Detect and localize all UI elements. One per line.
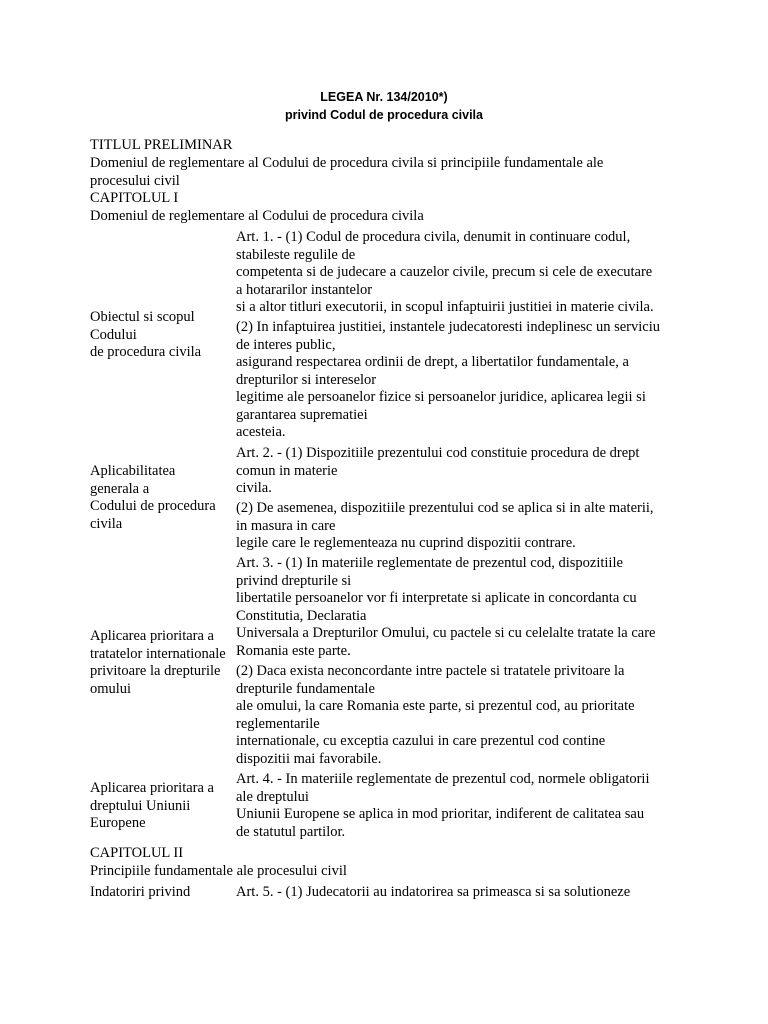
text-line: legile care le reglementeaza nu cuprind dispozitii contrare. <box>236 535 576 551</box>
label-line: Aplicarea prioritara a <box>90 628 214 644</box>
text-line: reglementarile <box>236 715 320 732</box>
text-line: drepturile fundamentale <box>236 680 375 697</box>
label-line: dreptului Uniunii <box>90 797 191 814</box>
article-2-paragraph-2 <box>236 500 684 553</box>
text-line: internationale, cu exceptia cazului in care prezentul cod contine <box>236 733 606 749</box>
text-line: Domeniul de reglementare al Codului de procedura civila si principiile fundamentale ale <box>90 155 604 171</box>
text-line: privind drepturile si <box>236 572 352 589</box>
text-line: civila. <box>236 480 272 496</box>
chapter-2-description: Principiile fundamentale ale procesului civil <box>90 863 347 879</box>
text-line: Art. 4. - In materiile reglementate de prezentul cod, normele obligatorii <box>236 771 650 787</box>
text-line: Romania este parte. <box>236 642 351 659</box>
text-line: libertatile persoanelor vor fi interpretate si aplicate in concordanta cu <box>236 590 637 606</box>
text-line: drepturilor si intereselor <box>236 371 377 388</box>
text-line: stabileste regulile de <box>236 246 356 263</box>
margin-label-art3 <box>90 628 236 698</box>
label-line: Aplicabilitatea <box>90 463 176 479</box>
text-line: asigurand respectarea ordinii de drept, a libertatilor fundamentale, a <box>236 354 629 370</box>
margin-label-art1 <box>90 309 236 362</box>
label-line: privitoare la drepturile <box>90 663 221 679</box>
title-preliminary-heading: TITLUL PRELIMINAR <box>90 137 233 153</box>
text-line: legitime ale persoanelor fizice si persoanelor juridice, aplicarea legii si <box>236 389 646 405</box>
text-line: Art. 2. - (1) Dispozitiile prezentului cod constituie procedura de drept <box>236 445 640 461</box>
text-line: dispozitii mai favorabile. <box>236 750 382 767</box>
text-line: ale omului, la care Romania este parte, si prezentul cod, au prioritate <box>236 698 635 714</box>
label-line: civila <box>90 515 123 532</box>
label-line: Europene <box>90 815 146 831</box>
text-line: Art. 1. - (1) Codul de procedura civila, denumit in continuare codul, <box>236 229 631 245</box>
title-preliminary-description <box>90 155 690 190</box>
article-4 <box>236 771 684 841</box>
text-line: in masura in care <box>236 517 336 534</box>
margin-label-art5 <box>90 884 236 902</box>
text-line: comun in materie <box>236 462 338 479</box>
text-line: garantarea suprematiei <box>236 406 368 423</box>
text-line: a hotararilor instantelor <box>236 281 373 298</box>
law-title: LEGEA Nr. 134/2010*) <box>320 90 448 104</box>
label-line: Obiectul si scopul <box>90 309 195 325</box>
label-line: Codului de procedura <box>90 498 216 514</box>
text-line: competenta si de judecare a cauzelor civile, precum si cele de executare <box>236 264 653 280</box>
text-line: Art. 5. - (1) Judecatorii au indatorirea sa primeasca si sa solutioneze <box>236 884 631 900</box>
chapter-1-heading: CAPITOLUL I <box>90 190 179 206</box>
article-3-paragraph-2 <box>236 663 684 768</box>
text-line: (2) De asemenea, dispozitiile prezentului cod se aplica si in alte materii, <box>236 500 654 516</box>
article-3-paragraph-1 <box>236 555 684 660</box>
text-line: Constitutia, Declaratia <box>236 607 367 624</box>
text-line: Universala a Drepturilor Omului, cu pactele si cu celelalte tratate la care <box>236 625 656 641</box>
label-line: omului <box>90 680 132 697</box>
text-line: (2) In infaptuirea justitiei, instantele judecatoresti indeplinesc un serviciu <box>236 319 660 335</box>
text-line: de statutul partilor. <box>236 823 346 840</box>
text-line: procesului civil <box>90 172 180 189</box>
text-line: (2) Daca exista neconcordante intre pactele si tratatele privitoare la <box>236 663 625 679</box>
margin-label-art2 <box>90 463 236 533</box>
chapter-1-description: Domeniul de reglementare al Codului de procedura civila <box>90 208 424 224</box>
margin-label-art4 <box>90 780 236 833</box>
text-line: Uniunii Europene se aplica in mod prioritar, indiferent de calitatea sau <box>236 806 645 822</box>
label-line: Aplicarea prioritara a <box>90 780 214 796</box>
text-line: Art. 3. - (1) In materiile reglementate de prezentul cod, dispozitiile <box>236 555 623 571</box>
text-line: si a altor titluri executorii, in scopul infaptuirii justitiei in materie civila. <box>236 299 654 315</box>
text-line: de interes public, <box>236 336 336 353</box>
law-subtitle: privind Codul de procedura civila <box>285 108 483 122</box>
label-line: Codului <box>90 326 137 343</box>
label-line: de procedura civila <box>90 344 202 360</box>
article-2-paragraph-1 <box>236 445 684 498</box>
label-line: generala a <box>90 480 150 497</box>
article-1-paragraph-2 <box>236 319 684 442</box>
article-1-paragraph-1 <box>236 229 684 317</box>
text-line: ale dreptului <box>236 788 309 805</box>
label-line: tratatelor internationale <box>90 645 226 662</box>
text-line: acesteia. <box>236 424 286 440</box>
chapter-2-heading: CAPITOLUL II <box>90 845 184 861</box>
label-line: Indatoriri privind <box>90 884 191 900</box>
article-5 <box>236 884 684 902</box>
